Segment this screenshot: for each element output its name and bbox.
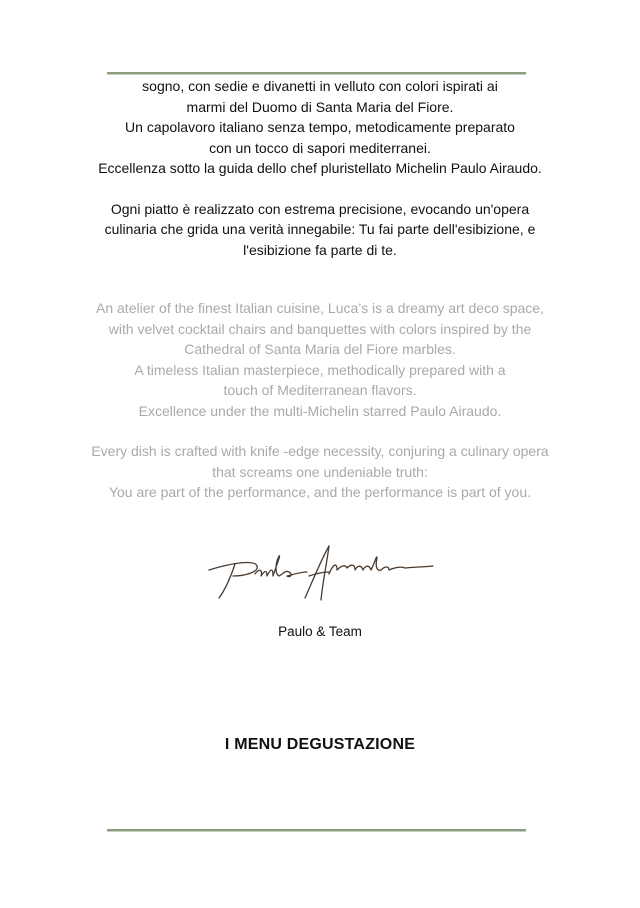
signature-icon: [205, 540, 435, 610]
text-line: marmi del Duomo di Santa Maria del Fiore.: [186, 98, 454, 115]
text-line: You are part of the performance, and the performance is part of you.: [108, 484, 532, 500]
text-line: Ogni piatto è realizzato con estrema precisione, evocando un'opera: [110, 200, 530, 217]
paragraph-gap: [60, 421, 580, 441]
text-line: con un tocco di sapori mediterranei.: [209, 139, 431, 156]
section-heading: I MENU DEGUSTAZIONE: [224, 736, 416, 753]
bottom-divider: [107, 829, 526, 832]
text-line: that screams one undeniable truth:: [212, 463, 428, 480]
text-line: An atelier of the finest Italian cuisine, Luca’s is a dreamy art deco space,: [96, 300, 544, 316]
italian-intro: [60, 76, 580, 260]
text-line: Eccellenza sotto la guida dello chef pluristellato Michelin Paulo Airaudo.: [98, 160, 542, 176]
text-line: sogno, con sedie e divanetti in velluto con colori ispirati ai: [142, 78, 498, 94]
text-line: Every dish is crafted with knife -edge necessity, conjuring a culinary opera: [91, 443, 549, 459]
text-line: culinaria che grida una verità innegabile: Tu fai parte dell'esibizione, e: [104, 221, 536, 237]
text-line: Cathedral of Santa Maria del Fiore marbles.: [184, 341, 456, 357]
text-line: with velvet cocktail chairs and banquettes with colors inspired by the: [108, 320, 532, 337]
text-line: touch of Mediterranean flavors.: [223, 382, 417, 398]
text-line: A timeless Italian masterpiece, methodically prepared with a: [134, 361, 506, 378]
text-line: Excellence under the multi-Michelin starred Paulo Airaudo.: [138, 402, 502, 419]
text-line: Un capolavoro italiano senza tempo, metodicamente preparato: [125, 119, 515, 135]
top-divider: [107, 72, 526, 75]
paragraph-gap: [60, 179, 580, 199]
signoff-text: Paulo & Team: [278, 624, 362, 639]
text-line: l'esibizione fa parte di te.: [243, 241, 397, 258]
english-intro: [60, 298, 580, 503]
